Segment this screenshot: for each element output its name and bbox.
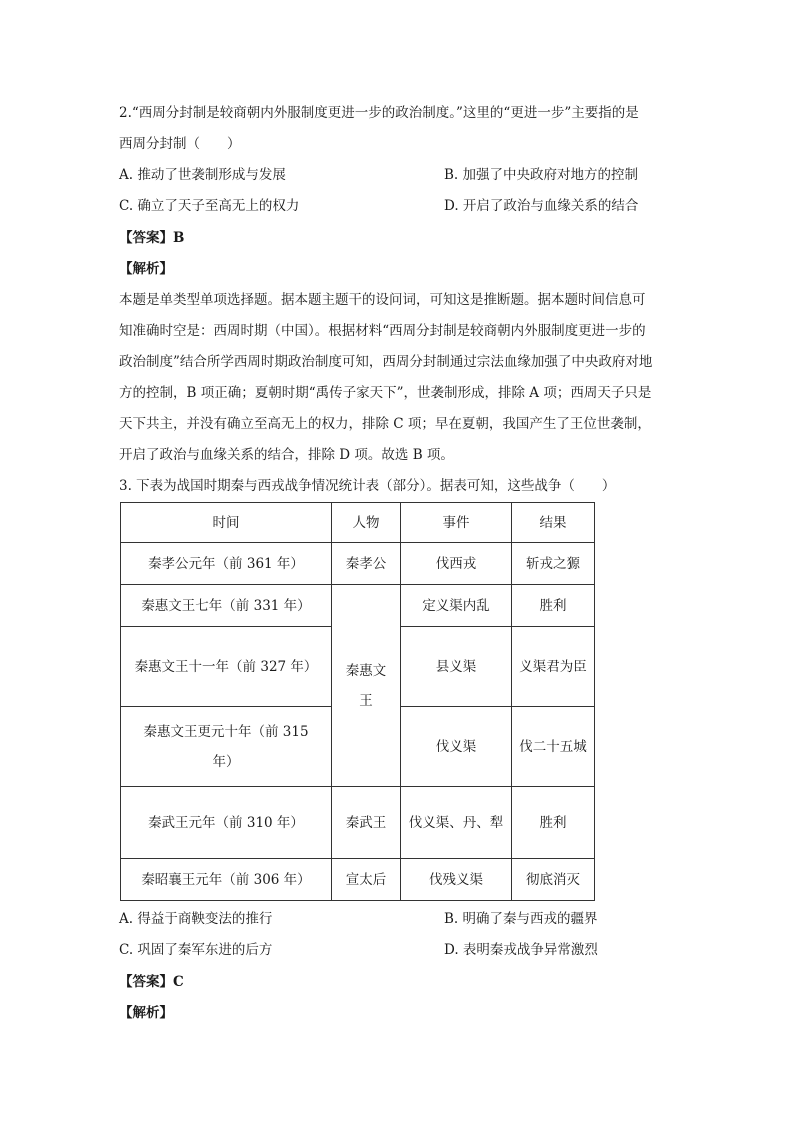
table-cell-time: 秦惠文王更元十年（前 315 年） xyxy=(121,707,332,787)
table-cell-time: 秦孝公元年（前 361 年） xyxy=(121,543,332,585)
table-header-cell: 事件 xyxy=(401,503,512,543)
table-row xyxy=(121,859,595,901)
q3-option-b: B. 明确了秦与西戎的疆界 xyxy=(444,911,598,927)
table-row xyxy=(121,585,595,627)
table-cell-result: 斩戎之獂 xyxy=(512,543,595,585)
q2-option-a: A. 推动了世袭制形成与发展 xyxy=(119,167,286,183)
q3-option-d: D. 表明秦戎战争异常激烈 xyxy=(444,942,598,958)
q2-analysis-line: 政治制度”结合所学西周时期政治制度可知，西周分封制通过宗法血缘加强了中央政府对地 xyxy=(119,354,653,370)
q2-analysis-line: 知准确时空是：西周时期（中国）。根据材料“西周分封制是较商朝内外服制度更进一步的 xyxy=(119,323,646,339)
table-cell-time: 秦惠文王十一年（前 327 年） xyxy=(121,627,332,707)
table-cell-result: 彻底消灭 xyxy=(512,859,595,901)
q2-analysis-line: 开启了政治与血缘关系的结合，排除 D 项。故选 B 项。 xyxy=(119,447,454,463)
q3-option-a: A. 得益于商鞅变法的推行 xyxy=(119,911,273,927)
table-row xyxy=(121,787,595,859)
table-cell-person: 秦孝公 xyxy=(332,543,401,585)
q2-stem-line1: 2.“西周分封制是较商朝内外服制度更进一步的政治制度。”这里的“更进一步”主要指的是 xyxy=(119,105,639,121)
q2-analysis-line: 方的控制，B 项正确；夏朝时期“禹传子家天下”，世袭制形成，排除 A 项；西周天子只是 xyxy=(119,385,652,401)
q2-option-c: C. 确立了天子至高无上的权力 xyxy=(119,198,300,214)
q2-analysis-line: 天下共主，并没有确立至高无上的权力，排除 C 项；早在夏朝，我国产生了王位世袭制， xyxy=(119,416,651,432)
table-cell-event: 定义渠内乱 xyxy=(401,585,512,627)
table-cell-time: 秦惠文王七年（前 331 年） xyxy=(121,585,332,627)
table-cell-result: 伐二十五城 xyxy=(512,707,595,787)
table-header-row xyxy=(121,503,595,543)
q3-answer: 【答案】C xyxy=(119,974,184,990)
table-cell-result: 义渠君为臣 xyxy=(512,627,595,707)
q2-option-b: B. 加强了中央政府对地方的控制 xyxy=(444,167,639,183)
table-cell-person: 宣太后 xyxy=(332,859,401,901)
q2-option-d: D. 开启了政治与血缘关系的结合 xyxy=(444,198,639,214)
table-cell-event: 伐义渠、丹、犁 xyxy=(401,787,512,859)
q2-analysis-label: 【解析】 xyxy=(119,261,173,277)
table-header-cell: 人物 xyxy=(332,503,401,543)
q3-option-c: C. 巩固了秦军东进的后方 xyxy=(119,942,273,958)
q2-stem-line2: 西周分封制（ ） xyxy=(119,136,241,152)
q2-analysis-line: 本题是单类型单项选择题。据本题主题干的设问词，可知这是推断题。据本题时间信息可 xyxy=(119,292,646,308)
table-cell-result: 胜利 xyxy=(512,585,595,627)
table-cell-person: 秦武王 xyxy=(332,787,401,859)
q3-stem: 3. 下表为战国时期秦与西戎战争情况统计表（部分）。据表可知，这些战争（ ） xyxy=(119,478,616,494)
table-cell-time: 秦武王元年（前 310 年） xyxy=(121,787,332,859)
table-cell-result: 胜利 xyxy=(512,787,595,859)
q2-answer: 【答案】B xyxy=(119,230,185,246)
table-cell-event: 伐残义渠 xyxy=(401,859,512,901)
table-row xyxy=(121,543,595,585)
table-header-cell: 时间 xyxy=(121,503,332,543)
war-statistics-table xyxy=(120,502,595,901)
table-cell-event: 伐义渠 xyxy=(401,707,512,787)
q3-analysis-label: 【解析】 xyxy=(119,1005,173,1021)
table-cell-time: 秦昭襄王元年（前 306 年） xyxy=(121,859,332,901)
table-cell-event: 县义渠 xyxy=(401,627,512,707)
table-cell-person: 秦惠文王 xyxy=(332,585,401,787)
table-cell-event: 伐西戎 xyxy=(401,543,512,585)
table-header-cell: 结果 xyxy=(512,503,595,543)
